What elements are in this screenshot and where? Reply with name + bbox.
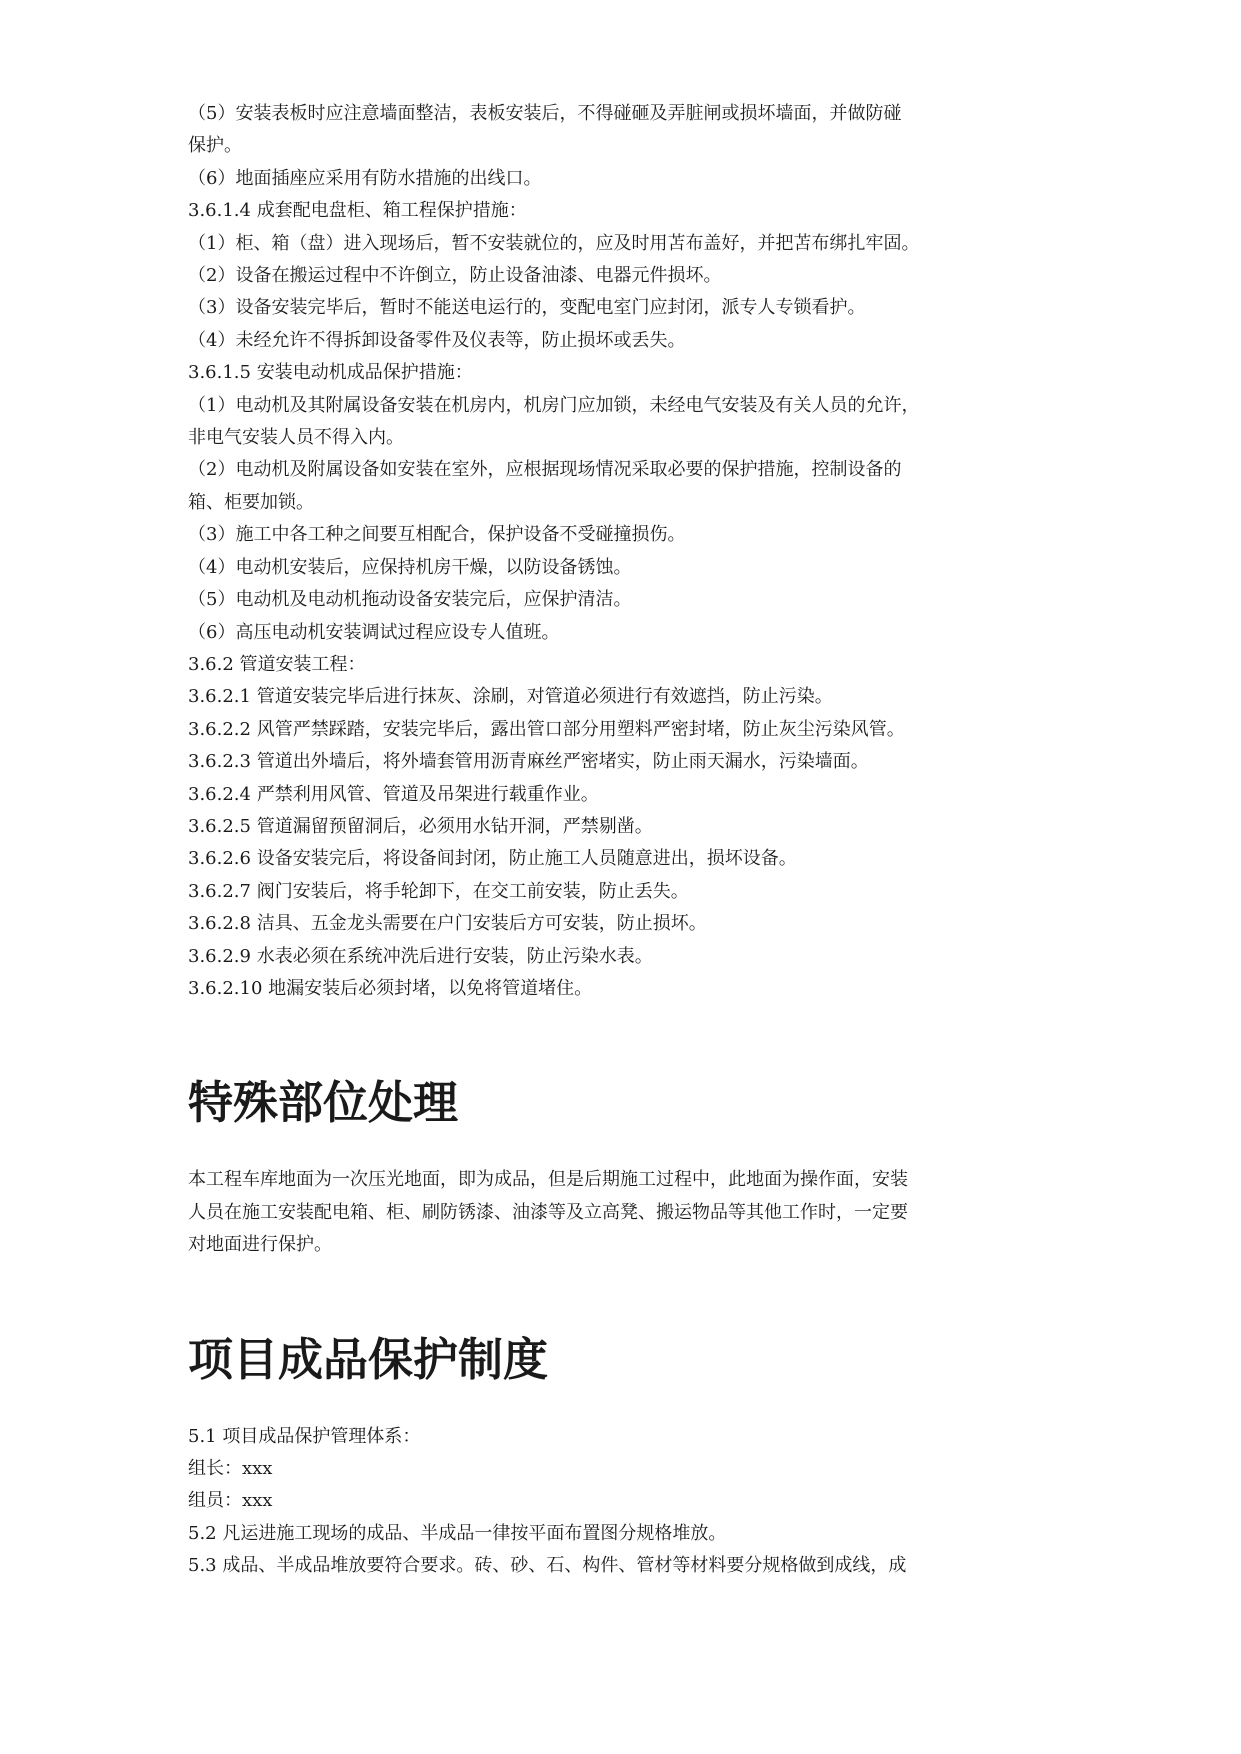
text-line: 3.6.2.5 管道漏留预留洞后，必须用水钻开洞，严禁剔凿。	[188, 815, 653, 837]
text-line: 3.6.1.5 安装电动机成品保护措施：	[188, 362, 473, 384]
text-line: （4）未经允许不得拆卸设备零件及仪表等，防止损坏或丢失。	[188, 329, 686, 351]
text-line: 3.6.2.2 风管严禁踩踏，安装完毕后，露出管口部分用塑料严密封堵，防止灰尘污染风管。	[188, 718, 905, 740]
text-line: 3.6.2.7 阀门安装后，将手轮卸下，在交工前安装，防止丢失。	[188, 880, 689, 902]
section-protection-system	[188, 1421, 1054, 1583]
text-line: 3.6.2.8 洁具、五金龙头需要在户门安装后方可安装，防止损坏。	[188, 913, 707, 935]
text-line: 保护。	[188, 135, 242, 157]
text-line: 3.6.2.3 管道出外墙后，将外墙套管用沥青麻丝严密堵实，防止雨天漏水，污染墙面。	[188, 751, 869, 773]
text-line: 3.6.2.6 设备安装完后，将设备间封闭，防止施工人员随意进出，损坏设备。	[188, 848, 797, 870]
text-line: 5.3 成品、半成品堆放要符合要求。砖、砂、石、构件、管材等材料要分规格做到成线，成	[188, 1555, 907, 1577]
text-line: 非电气安装人员不得入内。	[188, 427, 404, 449]
text-line: （3）设备安装完毕后，暂时不能送电运行的，变配电室门应封闭，派专人专锁看护。	[188, 297, 866, 319]
text-line: （2）电动机及附属设备如安装在室外，应根据现场情况采取必要的保护措施，控制设备的	[188, 459, 902, 481]
heading-protection-system: 项目成品保护制度	[188, 1332, 549, 1386]
section-equipment-protection	[188, 98, 1054, 1005]
text-line: （2）设备在搬运过程中不许倒立，防止设备油漆、电器元件损坏。	[188, 265, 722, 287]
heading-special-areas: 特殊部位处理	[188, 1076, 459, 1130]
text-line: 5.1 项目成品保护管理体系：	[188, 1425, 421, 1447]
text-line: 箱、柜要加锁。	[188, 491, 314, 513]
text-line: 3.6.2.10 地漏安装后必须封堵，以免将管道堵住。	[188, 977, 593, 999]
text-line: （1）柜、箱（盘）进入现场后，暂不安装就位的，应及时用苫布盖好，并把苫布绑扎牢固。	[188, 232, 920, 254]
text-line: 3.6.2.9 水表必须在系统冲洗后进行安装，防止污染水表。	[188, 945, 653, 967]
spacer	[188, 1005, 1054, 1073]
spacer	[188, 1133, 1054, 1164]
text-line: 人员在施工安装配电箱、柜、刷防锈漆、油漆等及立高凳、搬运物品等其他工作时，一定要	[188, 1201, 908, 1223]
text-line: （4）电动机安装后，应保持机房干燥，以防设备锈蚀。	[188, 556, 632, 578]
spacer	[188, 1262, 1054, 1330]
document-content	[188, 98, 1054, 1583]
text-line: 3.6.2.1 管道安装完毕后进行抹灰、涂刷，对管道必须进行有效遮挡，防止污染。	[188, 686, 833, 708]
text-line: 组长：xxx	[188, 1458, 273, 1479]
text-line: （1）电动机及其附属设备安装在机房内，机房门应加锁，未经电气安装及有关人员的允许，	[188, 394, 920, 416]
text-line: （5）电动机及电动机拖动设备安装完后，应保护清洁。	[188, 589, 632, 611]
text-line: 对地面进行保护。	[188, 1234, 332, 1256]
text-line: （3）施工中各工种之间要互相配合，保护设备不受碰撞损伤。	[188, 524, 686, 546]
spacer	[188, 1390, 1054, 1421]
text-line: （5）安装表板时应注意墙面整洁，表板安装后，不得碰砸及弄脏闸或损坏墙面，并做防碰	[188, 103, 902, 124]
text-line: （6）地面插座应采用有防水措施的出线口。	[188, 167, 542, 189]
text-line: （6）高压电动机安装调试过程应设专人值班。	[188, 621, 560, 643]
section-special-areas	[188, 1164, 1054, 1261]
text-line: 3.6.2.4 严禁利用风管、管道及吊架进行载重作业。	[188, 783, 599, 805]
text-line: 3.6.2 管道安装工程：	[188, 653, 366, 675]
text-line: 本工程车库地面为一次压光地面，即为成品，但是后期施工过程中，此地面为操作面，安装	[188, 1169, 908, 1191]
text-line: 3.6.1.4 成套配电盘柜、箱工程保护措施：	[188, 200, 527, 222]
text-line: 5.2 凡运进施工现场的成品、半成品一律按平面布置图分规格堆放。	[188, 1522, 727, 1544]
text-line: 组员：xxx	[188, 1490, 273, 1512]
